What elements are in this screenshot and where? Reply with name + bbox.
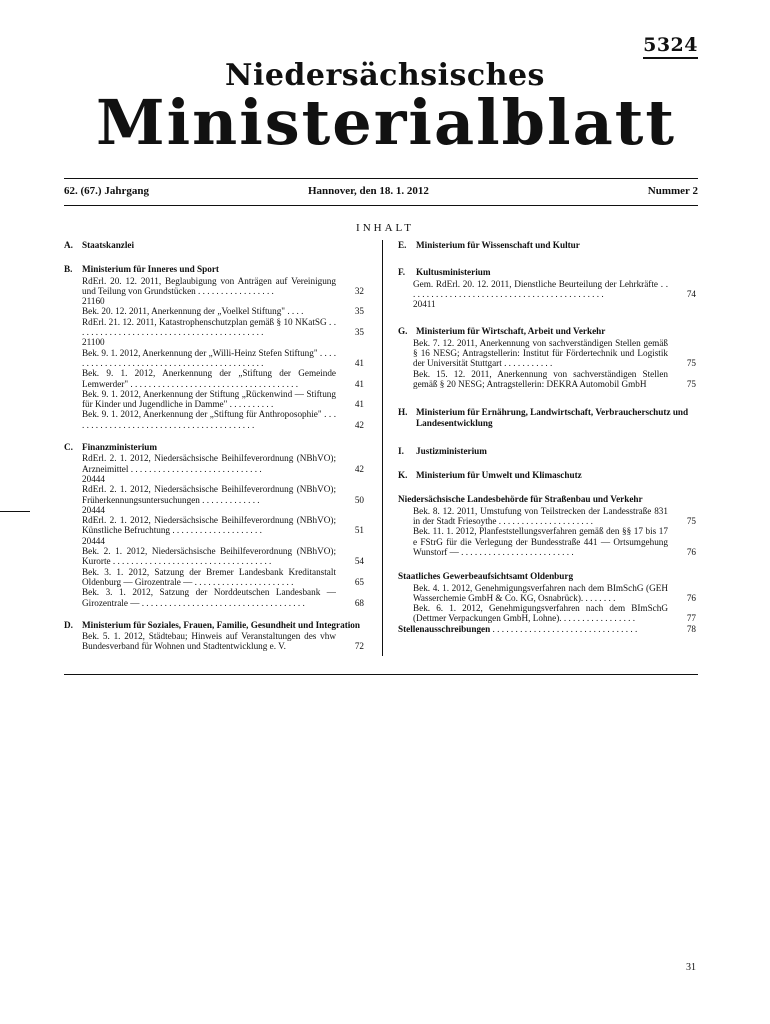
contents-section (398, 470, 698, 480)
page-reference: 78 (686, 623, 696, 634)
page-reference: 77 (686, 613, 696, 624)
section-title: Ministerium für Wirtschaft, Arbeit und Verkehr (416, 326, 606, 337)
entry-text: RdErl. 2. 1. 2012, Niedersächsische Beihilfeverordnung (NBhVO); Früherkennungsuntersuchungen . . . . . . . . . . . . . (82, 484, 336, 505)
contents-entry (64, 587, 366, 608)
section-heading (64, 620, 366, 630)
section-title: Ministerium für Soziales, Frauen, Familie, Gesundheit und Integration (82, 619, 361, 630)
section-title: Justizministerium (416, 445, 487, 456)
section-heading (64, 264, 366, 274)
entry-text: Bek. 15. 12. 2011, Anerkennung von sachverständigen Stellen gemäß § 20 NESG; Antragstellerin: DEKRA Automobil GmbH (413, 368, 668, 389)
contents-section (64, 264, 366, 430)
entry-classification-code: 20444 (82, 473, 105, 484)
entry-text: RdErl. 21. 12. 2011, Katastrophenschutzplan gemäß § 10 NKatSG . . . . . . . . . . . . . . . . . . . . . . . . . . . . . . . . . . . . . . . . . . (82, 316, 336, 338)
entry-text: Bek. 2. 1. 2012, Niedersächsische Beihilfeverordnung (NBhVO); Kurorte . . . . . . . . . . . . . . . . . . . . . . . . . . . . . . . . . . . (82, 546, 336, 567)
contents-section (398, 326, 698, 389)
section-heading (398, 624, 698, 634)
contents-section (398, 494, 698, 557)
masthead-subtitle: Niedersächsisches (225, 58, 545, 93)
page-reference: 41 (354, 399, 364, 410)
section-letter: D. (64, 619, 73, 630)
page-reference: 51 (354, 525, 364, 536)
entry-text: Bek. 4. 1. 2012, Genehmigungsverfahren nach dem BImSchG (GEH Wasserchemie GmbH & Co. KG, Osnabrück). . . . . . . . (413, 582, 668, 603)
entry-text: Bek. 8. 12. 2011, Umstufung von Teilstrecken der Landesstraße 831 in der Stadt Friesoythe . . . . . . . . . . . . . . . . . . . . . (413, 505, 668, 527)
page-reference: 32 (354, 285, 364, 296)
contents-entry (64, 409, 366, 430)
contents-heading: INHALT (356, 222, 414, 234)
entry-text: Bek. 6. 1. 2012, Genehmigungsverfahren nach dem BImSchG (Dettmer Verpackungen GmbH, Lohne). . . . . . . . . . . . . . . . . (413, 603, 668, 624)
margin-mark (0, 511, 30, 512)
page-reference: 75 (686, 516, 696, 527)
entry-text: Bek. 9. 1. 2012, Anerkennung der Stiftung „Rückenwind — Stiftung für Kinder und Jugendliche in Damme" . . . . . . . . . . (82, 388, 336, 410)
contents-section (64, 442, 366, 608)
contents-section (398, 571, 698, 623)
contents-section (64, 240, 366, 250)
page-reference: 35 (354, 327, 364, 338)
entry-classification-code: 20411 (413, 299, 436, 310)
section-heading (398, 240, 698, 250)
number-label: Nummer 2 (647, 185, 698, 197)
header-rule-top (64, 178, 698, 179)
contents-entry (398, 369, 698, 390)
contents-entry (64, 317, 366, 348)
entry-text: Bek. 3. 1. 2012, Satzung der Bremer Landesbank Kreditanstalt Oldenburg — Girozentrale — . . . . . . . . . . . . . . . . . . . . . . (82, 566, 336, 587)
contents-entry (64, 348, 366, 369)
section-letter: C. (64, 442, 73, 453)
page-reference: 75 (686, 358, 696, 369)
entry-classification-code: 20444 (82, 504, 105, 515)
entry-text: RdErl. 2. 1. 2012, Niedersächsische Beihilfeverordnung (NBhVO); Arzneimittel . . . . . . . . . . . . . . . . . . . . . . . . . . . . . (82, 453, 336, 474)
page-reference: 72 (354, 641, 364, 652)
contents-section (398, 624, 698, 634)
entry-text: Bek. 9. 1. 2012, Anerkennung der „Stiftung für Anthroposophie" . . . . . . . . . . . . . . . . . . . . . . . . . . . . . . . . . . . . . . . . . (82, 409, 336, 430)
section-heading (398, 571, 698, 581)
section-title: Ministerium für Inneres und Sport (82, 264, 219, 275)
contents-entry (398, 526, 698, 557)
contents-entry (64, 306, 366, 316)
entry-text: RdErl. 2. 1. 2012, Niedersächsische Beihilfeverordnung (NBhVO); Künstliche Befruchtung . . . . . . . . . . . . . . . . . . . . (82, 515, 336, 536)
entry-classification-code: 20444 (82, 535, 105, 546)
entry-text: Bek. 3. 1. 2012, Satzung der Norddeutschen Landesbank — Girozentrale — . . . . . . . . . . . . . . . . . . . . . . . . . . . . . . . . . . . . (82, 587, 336, 608)
section-letter: E. (398, 240, 407, 250)
section-letter: G. (398, 326, 408, 337)
page-reference: 76 (686, 592, 696, 603)
contents-entry (64, 484, 366, 515)
page-reference: 76 (686, 546, 696, 557)
section-heading (398, 407, 698, 428)
contents-entry (398, 506, 698, 527)
contents-entry (398, 603, 698, 624)
contents-entry (64, 389, 366, 410)
section-title: Staatskanzlei (82, 240, 135, 250)
section-heading (398, 494, 698, 504)
place-date-label: Hannover, den 18. 1. 2012 (308, 185, 429, 197)
contents-entry (64, 567, 366, 588)
section-title: Niedersächsische Landesbehörde für Straßenbau und Verkehr (398, 494, 643, 505)
entry-text: Bek. 9. 1. 2012, Anerkennung der „Stiftung der Gemeinde Lemwerder" . . . . . . . . . . . . . . . . . . . . . . . . . . . . . . . . . . . . . (82, 368, 336, 389)
section-title: Stellenausschreibungen (398, 623, 491, 634)
page-reference: 41 (354, 378, 364, 389)
section-letter: F. (398, 267, 406, 278)
issue-number: 5324 (643, 34, 698, 59)
section-title: Ministerium für Wissenschaft und Kultur (416, 240, 580, 250)
contents-entry (64, 276, 366, 307)
contents-entry (64, 515, 366, 546)
section-title-leader: . . . . . . . . . . . . . . . . . . . . . . . . . . . . . . . . (490, 623, 638, 634)
page-reference: 50 (354, 494, 364, 505)
contents-section (398, 407, 698, 428)
contents-section (64, 620, 366, 652)
page-reference: 41 (354, 357, 364, 368)
contents-section (398, 267, 698, 309)
section-heading (398, 446, 698, 456)
section-letter: I. (398, 445, 404, 456)
entry-text: Bek. 9. 1. 2012, Anerkennung der „Willi-Heinz Stefen Stiftung" . . . . . . . . . . . . . . . . . . . . . . . . . . . . . . . . . . . . . . . . . . . . (82, 347, 336, 368)
section-title: Ministerium für Umwelt und Klimaschutz (416, 470, 582, 481)
contents-bottom-rule (64, 674, 698, 675)
page-reference: 65 (354, 576, 364, 587)
entry-text: Gem. RdErl. 20. 12. 2011, Dienstliche Beurteilung der Lehrkräfte . . . . . . . . . . . . . . . . . . . . . . . . . . . . . . . . . . . . . . . . . . . . (413, 278, 668, 299)
entry-text: Bek. 20. 12. 2011, Anerkennung der „Voelkel Stiftung" . . . . (82, 306, 304, 317)
page-reference: 42 (354, 463, 364, 474)
contents-entry (398, 583, 698, 604)
entry-classification-code: 21160 (82, 296, 105, 307)
section-title: Ministerium für Ernährung, Landwirtschaft, Verbraucherschutz und Landesentwicklung (416, 407, 689, 428)
section-title: Kultusministerium (416, 267, 491, 278)
section-letter: H. (398, 407, 408, 418)
page-folio: 31 (686, 962, 696, 973)
contents-section (398, 240, 698, 250)
page-reference: 68 (354, 597, 364, 608)
contents-right-column (398, 240, 698, 644)
section-letter: K. (398, 470, 408, 481)
entry-text: Bek. 11. 1. 2012, Planfeststellungsverfahren gemäß den §§ 17 bis 17 e FStrG für die Verlegung der Bundesstraße 441 — Ortsumgehung Wunstorf — . . . . . . . . . . . . . . . . . . . . . . . . . (413, 526, 668, 557)
section-letter: B. (64, 264, 73, 275)
contents-entry (64, 368, 366, 389)
page-reference: 75 (686, 378, 696, 389)
section-title: Staatliches Gewerbeaufsichtsamt Oldenburg (398, 571, 574, 582)
contents-entry (64, 546, 366, 567)
contents-entry (64, 631, 366, 652)
section-heading (64, 442, 366, 452)
volume-label: 62. (67.) Jahrgang (64, 185, 149, 197)
entry-classification-code: 21100 (82, 337, 105, 348)
contents-entry (398, 279, 698, 310)
section-heading (398, 267, 698, 277)
page-reference: 74 (686, 288, 696, 299)
contents-section (398, 446, 698, 456)
contents-entry (64, 453, 366, 484)
section-letter: A. (64, 240, 73, 250)
entry-text: Bek. 7. 12. 2011, Anerkennung von sachverständigen Stellen gemäß § 16 NESG; Antragstellerin: Institut für Fördertechnik und Logistik der Universität Stuttgart . . . . . . . . . . . (413, 337, 668, 369)
section-heading (64, 240, 366, 250)
header-rule-bottom (64, 205, 698, 206)
section-heading (398, 326, 698, 336)
section-heading (398, 470, 698, 480)
issue-meta-row (64, 185, 698, 201)
entry-text: RdErl. 20. 12. 2011, Beglaubigung von Anträgen auf Vereinigung und Teilung von Grundstücken . . . . . . . . . . . . . . . . . (82, 275, 336, 296)
section-title: Finanzministerium (82, 442, 158, 453)
masthead-title: Ministerialblatt (95, 86, 677, 159)
entry-text: Bek. 5. 1. 2012, Städtebau; Hinweis auf Veranstaltungen des vhw Bundesverband für Wohnen und Stadtentwicklung e. V. (82, 631, 336, 652)
page-reference: 54 (354, 556, 364, 567)
page-reference: 35 (354, 306, 364, 317)
column-divider (382, 240, 383, 656)
contents-left-column (64, 240, 366, 652)
page-reference: 42 (354, 419, 364, 430)
contents-entry (398, 338, 698, 369)
